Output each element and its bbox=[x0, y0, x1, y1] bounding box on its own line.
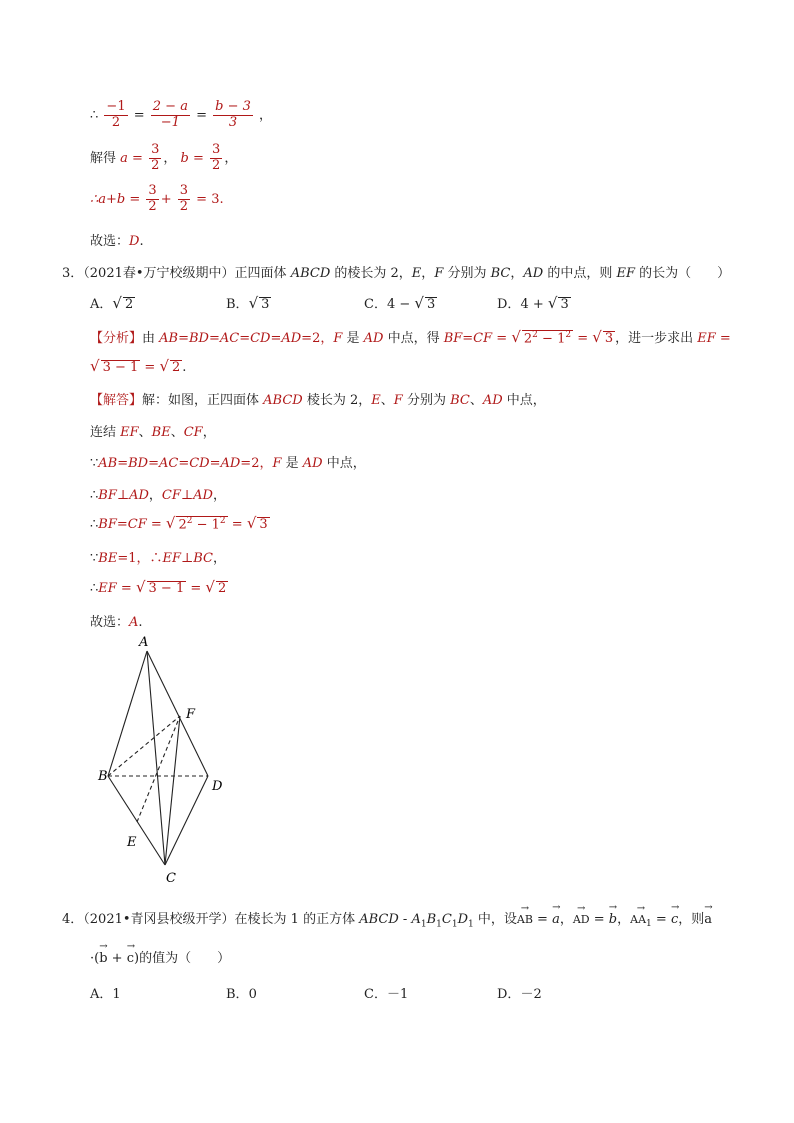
choice-label: 故选： bbox=[90, 615, 130, 630]
prev-choice bbox=[90, 230, 144, 249]
var-bc: BC bbox=[490, 266, 511, 281]
radical-sign: √ bbox=[165, 514, 176, 532]
text: 分别为 bbox=[402, 393, 451, 408]
punct: ， bbox=[202, 425, 216, 440]
radical-sign: √ bbox=[547, 294, 558, 312]
because-symbol: ∵ bbox=[90, 551, 99, 566]
radical-sign: √ bbox=[112, 294, 122, 312]
punct: ， bbox=[421, 266, 435, 281]
stem-text: 分别为 bbox=[443, 266, 491, 281]
q4-option-b[interactable] bbox=[226, 983, 257, 1002]
label-d: D bbox=[212, 779, 223, 794]
stem-text: )的值为（ ） bbox=[134, 951, 231, 966]
subscript: 1 bbox=[436, 919, 442, 930]
text: ，进一步求出 bbox=[615, 331, 698, 346]
radical-sign: √ bbox=[414, 294, 424, 312]
q4-option-a[interactable] bbox=[90, 983, 121, 1002]
equals: = bbox=[188, 150, 209, 166]
punct: 、 bbox=[469, 393, 483, 408]
equals: = bbox=[715, 331, 731, 346]
therefore-symbol: ∴ bbox=[90, 517, 99, 532]
equals: = bbox=[146, 517, 166, 532]
question-source: （2021春•万宁校级期中） bbox=[83, 266, 235, 281]
question-number: 4． bbox=[62, 912, 84, 927]
stem-text: 中，设 bbox=[473, 912, 517, 927]
equals: = bbox=[125, 191, 145, 207]
option-prefix: 4 − bbox=[386, 297, 415, 312]
exp: 2 bbox=[186, 515, 193, 526]
option-radicand: 3 bbox=[426, 297, 436, 312]
vector-b: → b bbox=[609, 906, 617, 927]
question-number: 3． bbox=[62, 266, 84, 281]
radical-sign: √ bbox=[159, 357, 169, 375]
option-label: D． bbox=[497, 987, 521, 1002]
stem-text: ·( bbox=[90, 951, 100, 966]
var-ad: AD bbox=[302, 456, 323, 471]
q3-option-a[interactable] bbox=[90, 293, 135, 312]
plus: + bbox=[160, 191, 172, 207]
var-cf: CF bbox=[183, 425, 203, 440]
punct: ， bbox=[163, 150, 177, 166]
equals: = bbox=[227, 517, 247, 532]
base: 2 bbox=[523, 331, 533, 346]
choice-answer: A bbox=[129, 615, 139, 630]
equals: = bbox=[127, 150, 148, 166]
option-label: A． bbox=[90, 987, 113, 1002]
text: =2， bbox=[240, 456, 273, 471]
var-bc: BC bbox=[450, 393, 470, 408]
q3-choice bbox=[90, 611, 143, 630]
solve-label: 解得 bbox=[90, 150, 117, 166]
edge-dc bbox=[165, 776, 208, 865]
equals: = bbox=[186, 581, 206, 596]
label-c: C bbox=[166, 871, 176, 886]
vector-b: → b bbox=[99, 945, 107, 966]
var-be: BE bbox=[151, 425, 171, 440]
var-d1: D bbox=[457, 912, 468, 927]
q3-option-b[interactable] bbox=[226, 293, 271, 312]
q3-solution-line-2 bbox=[90, 421, 216, 440]
option-label: B． bbox=[226, 297, 249, 312]
equals: = bbox=[573, 331, 593, 346]
option-label: C． bbox=[364, 297, 387, 312]
radical-sign: √ bbox=[248, 294, 259, 312]
option-value: 1 bbox=[112, 987, 121, 1002]
stem-text: 正四面体 bbox=[234, 266, 291, 281]
fraction-2: $\frac{2 - a}{-1}$ bbox=[152, 99, 188, 130]
text: 中点， bbox=[502, 393, 546, 408]
q3-analysis-line-1 bbox=[90, 327, 731, 346]
punct: 、 bbox=[138, 425, 152, 440]
minus-one: − 1 bbox=[537, 331, 566, 346]
aa: AA bbox=[630, 913, 647, 926]
var-be: BE bbox=[98, 551, 118, 566]
punct: ， bbox=[212, 488, 226, 503]
equals: = bbox=[196, 107, 208, 123]
q3-stem bbox=[62, 262, 730, 281]
solution-tag: 【解答】 bbox=[90, 393, 143, 408]
radicand bbox=[522, 330, 573, 347]
q4-stem-line-1 bbox=[62, 906, 712, 930]
punct: . bbox=[139, 234, 144, 249]
segment-ef bbox=[137, 716, 180, 822]
sum-expr: ∴a+b bbox=[90, 191, 126, 207]
var-c1: C bbox=[441, 912, 452, 927]
choice-label: 故选： bbox=[90, 234, 130, 249]
var-ad: AD bbox=[363, 331, 384, 346]
therefore-symbol: ∴ bbox=[90, 488, 99, 503]
stem-text: 的长为（ ） bbox=[634, 266, 731, 281]
q3-solution-line-1 bbox=[90, 389, 546, 408]
perp-3: EF⊥BC bbox=[162, 551, 213, 566]
radical-sign: √ bbox=[592, 328, 602, 346]
exp: 2 bbox=[532, 329, 538, 340]
var-f: F bbox=[434, 266, 444, 281]
punct: . bbox=[182, 360, 187, 375]
q3-option-d[interactable] bbox=[497, 293, 571, 312]
bf-cf: BF=CF bbox=[443, 331, 493, 346]
punct: ， bbox=[224, 150, 238, 166]
radicand: 2 bbox=[217, 581, 227, 596]
perp-2: CF⊥AD bbox=[161, 488, 213, 503]
var-abcd: ABCD bbox=[359, 912, 399, 927]
subscript: 1 bbox=[646, 919, 652, 930]
var-ef: EF bbox=[697, 331, 716, 346]
vector-a: → a bbox=[704, 906, 712, 927]
punct: ， bbox=[617, 912, 631, 927]
var-ef: EF bbox=[616, 266, 635, 281]
prev-line-3 bbox=[90, 184, 224, 215]
edge-bc bbox=[108, 776, 165, 865]
q3-solution-line-5 bbox=[90, 514, 270, 532]
option-value: 0 bbox=[248, 987, 257, 1002]
option-label: B． bbox=[226, 987, 249, 1002]
option-prefix: 4 + bbox=[520, 297, 548, 312]
q3-solution-line-7 bbox=[90, 578, 228, 596]
exp: 2 bbox=[219, 515, 226, 526]
q3-solution-line-6 bbox=[90, 547, 226, 566]
radical-sign: √ bbox=[511, 328, 521, 346]
radicand: 3 − 1 bbox=[148, 581, 185, 596]
option-radicand: 3 bbox=[560, 297, 569, 312]
text: 连结 bbox=[90, 425, 121, 440]
prev-line-1 bbox=[90, 100, 272, 131]
q3-solution-line-4 bbox=[90, 484, 226, 503]
label-e: E bbox=[127, 835, 137, 850]
radical-sign: √ bbox=[246, 514, 257, 532]
stem-text: 在棱长为 1 的正方体 bbox=[234, 912, 360, 927]
option-radicand: 3 bbox=[261, 297, 270, 312]
stem-text: ，则 bbox=[678, 912, 705, 927]
equals: = bbox=[116, 581, 136, 596]
sum-frac-1: $\frac{3}{2}$ bbox=[148, 183, 157, 214]
var-ad: AD bbox=[523, 266, 544, 281]
radicand: 2 bbox=[172, 360, 181, 375]
var-e: E bbox=[411, 266, 422, 281]
analysis-tag: 【分析】 bbox=[90, 331, 143, 346]
bf-cf: BF=CF bbox=[98, 517, 147, 532]
q3-analysis-line-2 bbox=[90, 357, 186, 375]
q3-solution-line-3 bbox=[90, 452, 366, 471]
var-a: a bbox=[120, 150, 128, 166]
fraction-1: $\frac{-1}{2}$ bbox=[106, 99, 126, 130]
equals: = bbox=[532, 912, 553, 927]
option-label: D． bbox=[497, 297, 521, 312]
var-ef: EF bbox=[98, 581, 117, 596]
vector-aa1 bbox=[630, 907, 652, 929]
option-radicand: 2 bbox=[124, 297, 134, 312]
radicand: 3 bbox=[604, 331, 614, 346]
punct: . bbox=[138, 615, 143, 630]
stem-text: 的棱长为 2， bbox=[330, 266, 412, 281]
text: 是 bbox=[342, 331, 364, 346]
option-value: －1 bbox=[386, 987, 409, 1002]
punct: ， bbox=[212, 551, 226, 566]
radical-sign: √ bbox=[205, 578, 215, 596]
choice-answer: D bbox=[129, 234, 140, 249]
var-a1: A bbox=[411, 912, 421, 927]
because-symbol: ∵ bbox=[90, 456, 99, 471]
label-f: F bbox=[186, 707, 196, 722]
punct: ， bbox=[559, 912, 573, 927]
therefore-symbol: ∴ bbox=[90, 107, 99, 123]
text: 解：如图，正四面体 bbox=[142, 393, 264, 408]
equality-chain: AB=BD=AC=CD=AD bbox=[98, 456, 241, 471]
sum-result: = 3. bbox=[196, 191, 224, 207]
radicand bbox=[176, 516, 227, 533]
label-b: B bbox=[98, 769, 108, 784]
edge-ab bbox=[108, 651, 147, 776]
equals: = bbox=[589, 912, 609, 927]
var-f: F bbox=[272, 456, 282, 471]
q4-option-d[interactable] bbox=[497, 983, 542, 1002]
var-ef: EF bbox=[120, 425, 139, 440]
perp-1: BF⊥AD bbox=[98, 488, 149, 503]
segment-bf bbox=[108, 716, 180, 776]
b-value: $\frac{3}{2}$ bbox=[212, 142, 221, 173]
plus: + bbox=[107, 951, 127, 966]
var-e: E bbox=[371, 393, 381, 408]
var-b: b bbox=[180, 150, 189, 166]
subscript: 1 bbox=[451, 919, 458, 930]
fraction-3: $\frac{b - 3}{3}$ bbox=[215, 99, 251, 130]
equals: = bbox=[651, 912, 671, 927]
equals: = bbox=[133, 107, 145, 123]
option-label: C． bbox=[364, 987, 387, 1002]
tetrahedron-figure bbox=[100, 636, 240, 886]
vector-c: → c bbox=[127, 945, 134, 966]
option-label: A． bbox=[90, 297, 113, 312]
label-a: A bbox=[139, 635, 149, 650]
var-abcd: ABCD bbox=[290, 266, 331, 281]
q4-stem-line-2 bbox=[90, 945, 230, 966]
q4-option-c[interactable] bbox=[364, 983, 408, 1002]
a-value: $\frac{3}{2}$ bbox=[151, 142, 160, 173]
var-abcd: ABCD bbox=[263, 393, 303, 408]
vector-ad: → AD bbox=[573, 907, 590, 926]
base: 2 bbox=[178, 517, 187, 532]
segment-cf bbox=[165, 716, 180, 865]
radicand: 3 − 1 bbox=[102, 360, 139, 375]
var-f: F bbox=[393, 393, 403, 408]
punct: 、 bbox=[380, 393, 394, 408]
sum-frac-2: $\frac{3}{2}$ bbox=[179, 183, 189, 214]
punct: - bbox=[398, 912, 412, 927]
prev-line-2 bbox=[90, 143, 237, 174]
punct: ， bbox=[259, 107, 273, 123]
radical-sign: √ bbox=[90, 357, 100, 375]
equality-chain: AB=BD=AC=CD=AD bbox=[159, 331, 302, 346]
vector-ab: → AB bbox=[517, 907, 533, 926]
stem-text: 的中点，则 bbox=[543, 266, 617, 281]
punct: ， bbox=[148, 488, 162, 503]
var-b1: B bbox=[426, 912, 437, 927]
punct: 、 bbox=[170, 425, 184, 440]
q3-option-c[interactable] bbox=[364, 293, 437, 312]
equals: = bbox=[492, 331, 512, 346]
text: 中点，得 bbox=[383, 331, 444, 346]
radical-sign: √ bbox=[135, 578, 146, 596]
text: 中点， bbox=[322, 456, 366, 471]
var-f: F bbox=[333, 331, 343, 346]
therefore-symbol: ∴ bbox=[90, 581, 99, 596]
exp: 2 bbox=[565, 329, 572, 340]
equals: = bbox=[140, 360, 160, 375]
question-source: （2021•青冈县校级开学） bbox=[83, 912, 235, 927]
text: 棱长为 2， bbox=[302, 393, 372, 408]
subscript: 1 bbox=[420, 919, 427, 930]
punct: ， bbox=[510, 266, 524, 281]
text: 是 bbox=[281, 456, 303, 471]
text: =1，∴ bbox=[117, 551, 163, 566]
vector-a: → a bbox=[552, 906, 560, 927]
subscript: 1 bbox=[468, 919, 474, 930]
var-ad: AD bbox=[482, 393, 503, 408]
radicand: 3 bbox=[259, 517, 268, 532]
minus-one: − 1 bbox=[192, 517, 220, 532]
option-value: －2 bbox=[520, 987, 542, 1002]
vector-c: → c bbox=[671, 906, 678, 927]
text: 由 bbox=[142, 331, 160, 346]
text: =2， bbox=[301, 331, 334, 346]
